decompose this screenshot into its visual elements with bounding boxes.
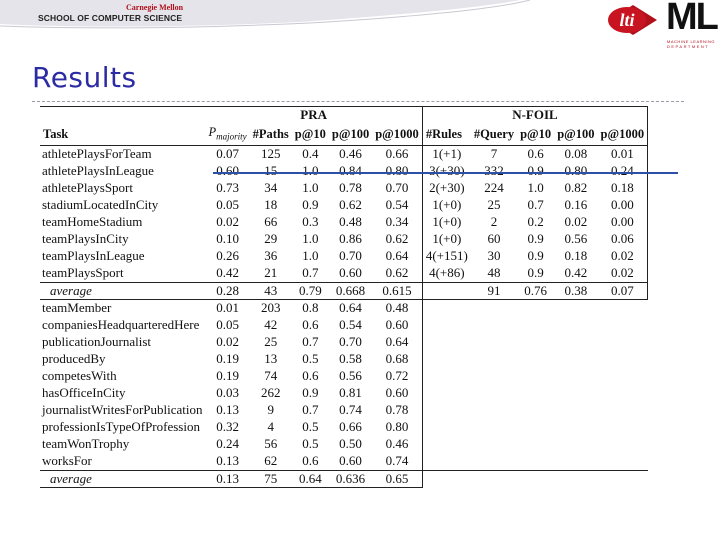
empty-nfoil-cell — [422, 419, 647, 436]
pra-p100-cell: 0.668 — [329, 282, 372, 300]
task-cell: teamPlaysInLeague — [42, 247, 145, 263]
paths-cell: 43 — [250, 282, 292, 300]
task-cell: companiesHeadquarteredHere — [42, 317, 200, 333]
pmajority-cell: 0.19 — [216, 351, 239, 367]
paths-cell: 74 — [264, 368, 278, 384]
slide-title: Results — [32, 61, 137, 94]
pra-p1000-cell: 0.46 — [385, 435, 409, 451]
task-cell: worksFor — [42, 452, 92, 468]
table-row — [40, 248, 648, 265]
paths-cell: 13 — [264, 351, 278, 367]
pra-p10-cell: 1.0 — [302, 230, 319, 246]
paths-cell: 203 — [260, 300, 281, 316]
paths-cell: 75 — [250, 470, 292, 488]
table-row — [40, 317, 648, 334]
query-cell: 30 — [487, 247, 501, 263]
query-cell: 91 — [471, 282, 517, 300]
empty-nfoil-cell — [422, 402, 647, 419]
pra-p1000-cell: 0.48 — [385, 300, 409, 316]
pra-p1000-cell: 0.66 — [385, 146, 409, 162]
empty-nfoil-cell — [422, 351, 647, 368]
pra-p10-cell: 0.9 — [302, 197, 319, 213]
pra-p100-cell: 0.50 — [339, 435, 362, 451]
pra-p10-cell: 0.7 — [302, 401, 319, 417]
paths-cell: 34 — [264, 180, 278, 196]
table-row — [40, 180, 648, 197]
table-row — [40, 146, 648, 163]
nfoil-p1000-cell: 0.07 — [598, 282, 648, 300]
empty-nfoil-cell — [422, 317, 647, 334]
paths-cell: 29 — [264, 230, 278, 246]
table-row — [40, 402, 648, 419]
rules-cell: 4(+86) — [422, 265, 471, 282]
col-nfoil-p1000: p@1000 — [598, 124, 648, 146]
pmajority-cell: 0.07 — [216, 146, 239, 162]
nfoil-p1000-cell: 0.01 — [598, 146, 648, 163]
pra-p10-cell: 0.5 — [302, 435, 319, 451]
pra-p100-cell: 0.60 — [339, 264, 362, 280]
rules-cell: 4(+151) — [422, 248, 471, 265]
empty-nfoil-cell — [422, 385, 647, 402]
nfoil-p10-cell: 0.76 — [517, 282, 554, 300]
average-label: average — [40, 282, 206, 300]
pra-p1000-cell: 0.72 — [385, 368, 409, 384]
pra-p100-cell: 0.56 — [339, 368, 362, 384]
pra-p10-cell: 0.3 — [302, 213, 319, 229]
paths-cell: 125 — [260, 146, 281, 162]
pmajority-cell: 0.10 — [216, 230, 239, 246]
col-pra-p1000: p@1000 — [372, 124, 422, 146]
pra-p10-cell: 0.64 — [292, 470, 329, 488]
nfoil-p10-cell: 0.2 — [527, 213, 544, 229]
table-group-header-row — [40, 107, 648, 124]
pra-p10-cell: 0.4 — [302, 146, 319, 162]
nfoil-p10-cell: 0.6 — [527, 146, 544, 162]
pra-p100-cell: 0.46 — [339, 146, 362, 162]
empty-nfoil-cell — [422, 334, 647, 351]
empty-nfoil-cell — [422, 300, 647, 317]
pra-p1000-cell: 0.78 — [385, 401, 409, 417]
pra-p1000-cell: 0.60 — [385, 385, 409, 400]
pra-p10-cell: 0.7 — [302, 334, 319, 350]
nfoil-p1000-cell: 0.00 — [598, 197, 648, 214]
paths-cell: 9 — [267, 401, 274, 417]
lti-logo-text: lti — [619, 10, 635, 30]
nfoil-p100-cell: 0.02 — [564, 213, 588, 229]
ml-logo-text: ML — [666, 0, 717, 38]
average-label: average — [40, 470, 206, 488]
pra-p100-cell: 0.60 — [339, 452, 362, 468]
pra-p1000-cell: 0.615 — [372, 282, 422, 300]
table-row — [40, 351, 648, 368]
cmu-wordmark: Carnegie Mellon — [126, 3, 184, 12]
pra-p100-cell: 0.81 — [339, 385, 362, 400]
task-cell: competesWith — [42, 368, 117, 384]
pmajority-cell: 0.60 — [216, 163, 239, 179]
pra-p100-cell: 0.64 — [339, 300, 362, 316]
pmajority-cell: 0.73 — [216, 180, 239, 196]
pra-p10-cell: 0.5 — [302, 351, 319, 367]
col-query: #Query — [471, 124, 517, 146]
pra-p100-cell: 0.78 — [339, 180, 362, 196]
lti-logo — [603, 2, 659, 38]
empty-nfoil-cell — [422, 436, 647, 453]
paths-cell: 25 — [264, 334, 278, 350]
col-nfoil-p10: p@10 — [517, 124, 554, 146]
group-spacer — [40, 107, 206, 124]
pra-p1000-cell: 0.80 — [385, 418, 409, 434]
pmajority-cell: 0.13 — [216, 401, 239, 417]
nfoil-p10-cell: 1.0 — [527, 180, 544, 196]
ml-logo — [666, 2, 718, 50]
pra-p100-cell: 0.84 — [339, 163, 362, 179]
nfoil-p100-cell: 0.18 — [564, 247, 588, 263]
table-row — [40, 334, 648, 351]
rules-cell: 1(+0) — [422, 214, 471, 231]
pmajority-cell: 0.13 — [206, 470, 250, 488]
empty-nfoil-cell — [422, 470, 647, 488]
paths-cell: 15 — [264, 163, 278, 179]
pmajority-cell: 0.24 — [216, 435, 239, 451]
pra-p10-cell: 0.6 — [302, 317, 319, 333]
task-cell: producedBy — [42, 351, 106, 367]
nfoil-p100-cell: 0.42 — [564, 264, 588, 280]
paths-cell: 56 — [264, 435, 278, 451]
nfoil-p1000-cell: 0.18 — [598, 180, 648, 197]
pmajority-cell: 0.02 — [216, 213, 239, 229]
pra-p10-cell: 0.9 — [302, 385, 319, 400]
table-row — [40, 419, 648, 436]
col-task: Task — [40, 124, 206, 146]
nfoil-p10-cell: 0.9 — [527, 264, 544, 280]
nfoil-group-header: N-FOIL — [422, 107, 647, 124]
average-row — [40, 470, 648, 488]
rules-cell: 3(+30) — [422, 163, 471, 180]
pmajority-cell: 0.02 — [216, 334, 239, 350]
paths-cell: 18 — [264, 197, 278, 213]
pmajority-cell: 0.03 — [216, 385, 239, 400]
pra-p1000-cell: 0.64 — [385, 247, 409, 263]
nfoil-p1000-cell: 0.02 — [598, 265, 648, 282]
nfoil-p1000-cell: 0.02 — [598, 248, 648, 265]
rules-cell: 2(+30) — [422, 180, 471, 197]
task-cell: professionIsTypeOfProfession — [42, 418, 200, 434]
ml-logo-subtitle: MACHINE LEARNING — [667, 39, 716, 44]
pmajority-cell: 0.13 — [216, 452, 239, 468]
table-row — [40, 265, 648, 282]
col-pmajority — [206, 124, 250, 146]
pra-p1000-cell: 0.34 — [385, 213, 409, 229]
pmajority-cell: 0.32 — [216, 418, 239, 434]
query-cell: 48 — [487, 264, 501, 280]
pra-p100-cell: 0.66 — [339, 418, 362, 434]
average-row — [40, 282, 648, 300]
pra-p100-cell: 0.48 — [339, 213, 362, 229]
task-cell: athletePlaysInLeague — [42, 163, 154, 179]
pra-p100-cell: 0.70 — [339, 334, 362, 350]
ml-logo-subtitle-department: DEPARTMENT — [667, 44, 710, 49]
task-cell: journalistWritesForPublication — [42, 401, 203, 417]
task-cell: athletePlaysForTeam — [42, 146, 152, 162]
task-cell: hasOfficeInCity — [42, 385, 126, 400]
pmajority-cell: 0.01 — [216, 300, 239, 316]
table-row — [40, 436, 648, 453]
task-cell: teamHomeStadium — [42, 213, 143, 229]
pra-p10-cell: 0.79 — [292, 282, 329, 300]
pra-p1000-cell: 0.74 — [385, 452, 409, 468]
table-body — [40, 146, 648, 488]
task-cell: publicationJournalist — [42, 334, 152, 350]
paths-cell: 42 — [264, 317, 278, 333]
table-row — [40, 385, 648, 402]
paths-cell: 262 — [260, 385, 281, 400]
paths-cell: 36 — [264, 247, 278, 263]
task-cell: teamPlaysSport — [42, 264, 124, 280]
nfoil-p100-cell: 0.80 — [564, 163, 588, 179]
query-cell: 2 — [490, 213, 498, 229]
table-row — [40, 300, 648, 317]
nfoil-p10-cell: 0.7 — [527, 197, 544, 213]
col-pra-p10: p@10 — [292, 124, 329, 146]
empty-nfoil-cell — [422, 453, 647, 470]
pra-p1000-cell: 0.70 — [385, 180, 409, 196]
task-cell: stadiumLocatedInCity — [42, 197, 159, 213]
query-cell: 224 — [484, 180, 504, 196]
title-divider — [32, 101, 684, 102]
rules-cell — [422, 282, 471, 300]
table-row — [40, 214, 648, 231]
col-rules: #Rules — [422, 124, 471, 146]
pra-p100-cell: 0.86 — [339, 230, 362, 246]
pra-p100-cell: 0.62 — [339, 197, 362, 213]
task-cell: teamMember — [42, 300, 112, 316]
pra-p10-cell: 0.7 — [302, 264, 319, 280]
nfoil-p100-cell: 0.56 — [564, 230, 588, 246]
rules-cell: 1(+0) — [422, 231, 471, 248]
nfoil-p10-cell: 0.9 — [527, 247, 544, 263]
table-column-header-row — [40, 124, 648, 146]
pra-p1000-cell: 0.54 — [385, 197, 409, 213]
col-pmajority-symbol: P — [208, 124, 217, 139]
table-row — [40, 368, 648, 385]
rules-cell: 1(+0) — [422, 197, 471, 214]
pra-p1000-cell: 0.80 — [385, 163, 409, 179]
table-row — [40, 453, 648, 470]
query-cell: 332 — [484, 163, 504, 179]
nfoil-p100-cell: 0.16 — [564, 197, 588, 213]
pmajority-cell: 0.26 — [216, 247, 239, 263]
task-cell: teamPlaysInCity — [42, 230, 129, 246]
pra-p10-cell: 1.0 — [302, 247, 319, 263]
query-cell: 25 — [487, 197, 501, 213]
slide-header — [0, 0, 720, 49]
nfoil-p1000-cell: 0.24 — [598, 163, 648, 180]
paths-cell: 66 — [264, 213, 278, 229]
row-highlight-underline — [213, 172, 678, 174]
nfoil-p100-cell: 0.08 — [564, 146, 588, 162]
pra-p1000-cell: 0.68 — [385, 351, 409, 367]
pra-p10-cell: 0.5 — [302, 418, 319, 434]
pmajority-cell: 0.05 — [216, 317, 239, 333]
pra-p100-cell: 0.54 — [339, 317, 362, 333]
school-name: SCHOOL OF COMPUTER SCIENCE — [38, 13, 183, 23]
rules-cell: 1(+1) — [422, 146, 471, 163]
pra-group-header: PRA — [206, 107, 423, 124]
query-cell: 60 — [487, 230, 501, 246]
pra-p100-cell: 0.636 — [329, 470, 372, 488]
nfoil-p100-cell: 0.82 — [564, 180, 588, 196]
pmajority-cell: 0.28 — [206, 282, 250, 300]
task-cell: athletePlaysSport — [42, 180, 133, 196]
pra-p1000-cell: 0.62 — [385, 230, 409, 246]
paths-cell: 62 — [264, 452, 278, 468]
col-nfoil-p100: p@100 — [554, 124, 597, 146]
pra-p1000-cell: 0.65 — [372, 470, 422, 488]
pra-p100-cell: 0.74 — [339, 401, 362, 417]
table-row — [40, 231, 648, 248]
pra-p1000-cell: 0.64 — [385, 334, 409, 350]
pra-p1000-cell: 0.60 — [385, 317, 409, 333]
nfoil-p10-cell: 0.9 — [527, 163, 544, 179]
empty-nfoil-cell — [422, 368, 647, 385]
query-cell: 7 — [490, 146, 498, 162]
pra-p10-cell: 1.0 — [302, 163, 319, 179]
pra-p1000-cell: 0.62 — [385, 264, 409, 280]
pmajority-cell: 0.19 — [216, 368, 239, 384]
pra-p100-cell: 0.70 — [339, 247, 362, 263]
pmajority-cell: 0.42 — [216, 264, 239, 280]
col-pmajority-subscript: majority — [216, 131, 247, 142]
pra-p10-cell: 0.6 — [302, 452, 319, 468]
paths-cell: 21 — [264, 264, 278, 280]
paths-cell: 4 — [267, 418, 274, 434]
pra-p10-cell: 0.8 — [302, 300, 319, 316]
pra-p100-cell: 0.58 — [339, 351, 362, 367]
col-paths: #Paths — [250, 124, 292, 146]
col-pra-p100: p@100 — [329, 124, 372, 146]
results-table — [40, 106, 648, 488]
task-cell: teamWonTrophy — [42, 435, 130, 451]
table-row — [40, 197, 648, 214]
nfoil-p10-cell: 0.9 — [527, 230, 544, 246]
pra-p10-cell: 0.6 — [302, 368, 319, 384]
nfoil-p1000-cell: 0.06 — [598, 231, 648, 248]
pmajority-cell: 0.05 — [216, 197, 239, 213]
nfoil-p1000-cell: 0.00 — [598, 214, 648, 231]
nfoil-p100-cell: 0.38 — [554, 282, 597, 300]
pra-p10-cell: 1.0 — [302, 180, 319, 196]
